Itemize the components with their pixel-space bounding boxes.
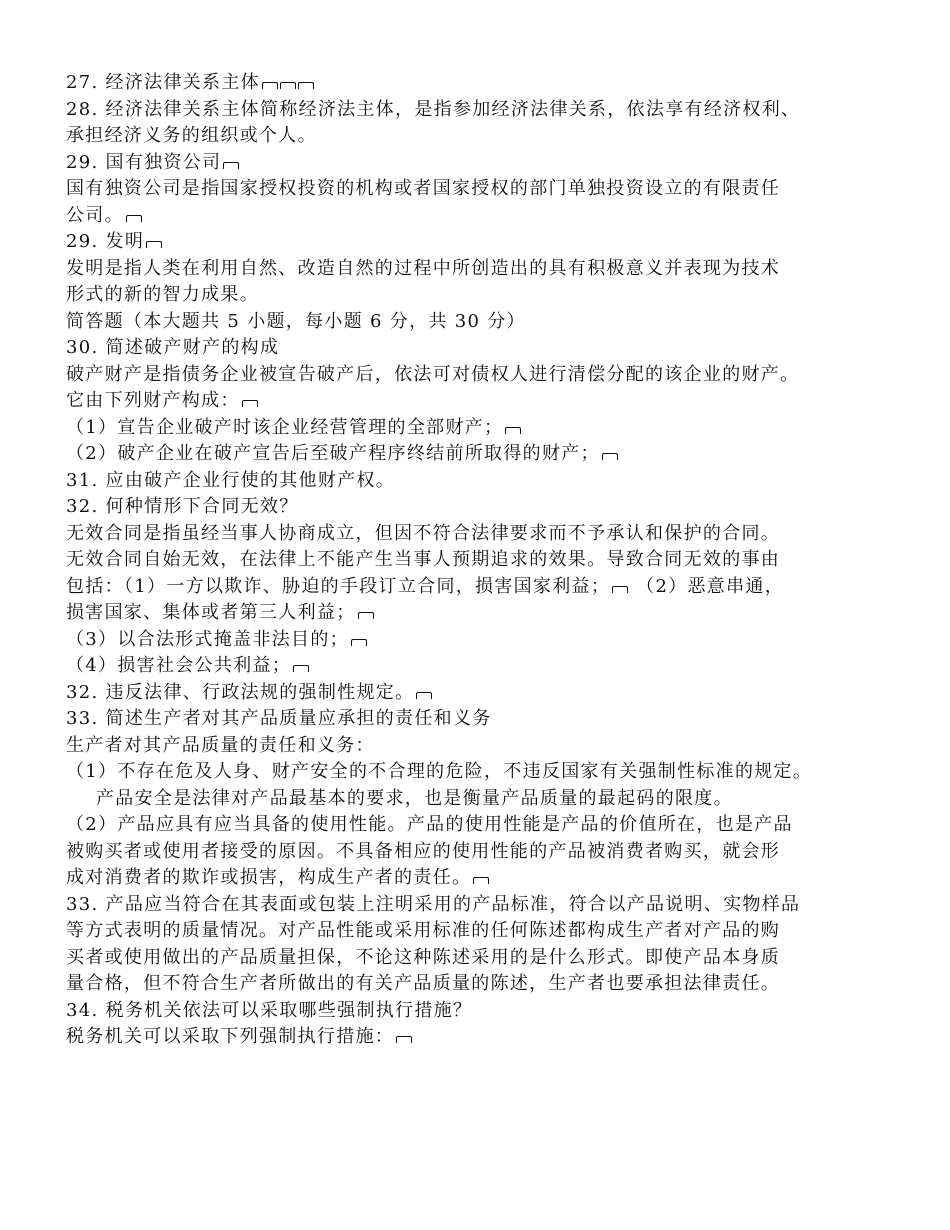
text-line bbox=[66, 945, 906, 972]
text-line bbox=[66, 282, 906, 309]
line-text: 30. 简述破产财产的构成 bbox=[66, 337, 280, 358]
line-text: 生产者对其产品质量的责任和义务： bbox=[66, 734, 375, 756]
text-line bbox=[66, 812, 906, 839]
line-text: 承担经济义务的组织或个人。 bbox=[66, 125, 317, 146]
paragraph-mark-icon bbox=[298, 82, 314, 89]
text-line bbox=[66, 70, 906, 97]
line-text: 损害国家、集体或者第三人利益； bbox=[66, 602, 356, 623]
text-line bbox=[66, 574, 906, 601]
text-line bbox=[66, 97, 906, 124]
line-text: （2）破产企业在破产宣告后至破产程序终结前所取得的财产； bbox=[66, 443, 600, 464]
line-text: 包括：（1）一方以欺诈、胁迫的手段订立合同，损害国家利益； bbox=[66, 575, 611, 597]
text-line bbox=[66, 1024, 906, 1051]
text-line bbox=[66, 680, 906, 707]
paragraph-mark-icon bbox=[351, 639, 367, 646]
paragraph-mark-icon bbox=[612, 586, 628, 593]
line-text: 无效合同是指虽经当事人协商成立，但因不符合法律要求而不予承认和保护的合同。 bbox=[66, 522, 781, 544]
text-line bbox=[66, 627, 906, 654]
text-line bbox=[66, 733, 906, 760]
line-text-tail: （2）恶意串通， bbox=[636, 575, 785, 597]
text-line bbox=[66, 759, 906, 786]
paragraph-mark-icon bbox=[416, 692, 432, 699]
paragraph-mark-icon bbox=[146, 241, 162, 248]
line-text: （1）不存在危及人身、财产安全的不合理的危险，不违反国家有关强制性标准的规定。 bbox=[66, 761, 813, 782]
paragraph-mark-icon bbox=[473, 877, 489, 884]
line-text: 形式的新的智力成果。 bbox=[66, 284, 259, 305]
line-text: 简答题（本大题共 5 小题，每小题 6 分，共 30 分） bbox=[66, 310, 526, 332]
text-line bbox=[66, 971, 906, 998]
text-line bbox=[66, 362, 906, 389]
line-text: 31. 应由破产企业行使的其他财产权。 bbox=[66, 469, 396, 491]
paragraph-mark-icon bbox=[223, 162, 239, 169]
text-line bbox=[66, 150, 906, 177]
paragraph-mark-icon bbox=[126, 215, 142, 222]
line-text: 28. 经济法律关系主体简称经济法主体，是指参加经济法律关系，依法享有经济权利、 bbox=[66, 98, 801, 120]
text-line bbox=[66, 415, 906, 442]
line-text: 发明是指人类在利用自然、改造自然的过程中所创造出的具有积极意义并表现为技术 bbox=[66, 257, 781, 279]
text-line bbox=[66, 123, 906, 150]
text-line bbox=[66, 839, 906, 866]
line-text: 买者或使用做出的产品质量担保，不论这种陈述采用的是什么形式。即使产品本身质 bbox=[66, 946, 781, 968]
paragraph-mark-icon bbox=[293, 665, 309, 672]
text-line bbox=[66, 521, 906, 548]
text-line bbox=[66, 335, 906, 362]
text-line bbox=[66, 441, 906, 468]
paragraph-mark-icon bbox=[242, 400, 258, 407]
paragraph-mark-icon bbox=[505, 427, 521, 434]
text-line bbox=[66, 998, 906, 1025]
text-line bbox=[66, 600, 906, 627]
text-line bbox=[66, 653, 906, 680]
line-text: 等方式表明的质量情况。对产品性能或采用标准的任何陈述都构成生产者对产品的购 bbox=[66, 920, 781, 941]
paragraph-mark-icon bbox=[602, 453, 618, 460]
text-line bbox=[66, 786, 906, 813]
line-text: 产品安全是法律对产品最基本的要求，也是衡量产品质量的最起码的限度。 bbox=[96, 787, 733, 809]
line-text: 33. 产品应当符合在其表面或包装上注明采用的产品标准，符合以产品说明、实物样品 bbox=[66, 893, 801, 915]
text-line bbox=[66, 468, 906, 495]
line-text: 32. 何种情形下合同无效？ bbox=[66, 496, 299, 517]
text-line bbox=[66, 229, 906, 256]
line-text: 33. 简述生产者对其产品质量应承担的责任和义务 bbox=[66, 708, 492, 729]
line-text: 税务机关可以采取下列强制执行措施： bbox=[66, 1026, 395, 1047]
paragraph-mark-icon bbox=[396, 1036, 412, 1043]
text-line bbox=[66, 203, 906, 230]
text-line bbox=[66, 547, 906, 574]
line-text: 无效合同自始无效，在法律上不能产生当事人预期追求的效果。导致合同无效的事由 bbox=[66, 549, 781, 570]
text-line bbox=[66, 256, 906, 283]
text-line bbox=[66, 706, 906, 733]
line-text: 27. 经济法律关系主体 bbox=[66, 72, 260, 93]
line-text: 破产财产是指债务企业被宣告破产后，依法可对债权人进行清偿分配的该企业的财产。 bbox=[66, 363, 800, 385]
paragraph-mark-icon bbox=[280, 82, 296, 89]
text-line bbox=[66, 388, 906, 415]
line-text: 国有独资公司是指国家授权投资的机构或者国家授权的部门单独投资设立的有限责任 bbox=[66, 178, 781, 199]
line-text: 34. 税务机关依法可以采取哪些强制执行措施？ bbox=[66, 999, 473, 1021]
line-text: 29. 发明 bbox=[66, 231, 145, 252]
paragraph-mark-icon bbox=[262, 82, 278, 89]
line-text: 被购买者或使用者接受的原因。不具备相应的使用性能的产品被消费者购买，就会形 bbox=[66, 840, 781, 862]
line-text: 公司。 bbox=[66, 204, 124, 226]
text-line bbox=[66, 918, 906, 945]
paragraph-mark-icon bbox=[358, 612, 374, 619]
line-text: （2）产品应具有应当具备的使用性能。产品的使用性能是产品的价值所在，也是产品 bbox=[66, 814, 793, 835]
text-line bbox=[66, 176, 906, 203]
text-line bbox=[66, 309, 906, 336]
line-text: 量合格，但不符合生产者所做出的有关产品质量的陈述，生产者也要承担法律责任。 bbox=[66, 973, 781, 994]
line-text: 29. 国有独资公司 bbox=[66, 151, 222, 173]
line-text: （4）损害社会公共利益； bbox=[66, 655, 292, 676]
line-text: 成对消费者的欺诈或损害，构成生产者的责任。 bbox=[66, 867, 472, 888]
text-line bbox=[66, 494, 906, 521]
line-text: （3）以合法形式掩盖非法目的； bbox=[66, 628, 349, 650]
line-text: 它由下列财产构成： bbox=[66, 390, 240, 411]
line-text: 32. 违反法律、行政法规的强制性规定。 bbox=[66, 681, 415, 703]
line-text: （1）宣告企业破产时该企业经营管理的全部财产； bbox=[66, 416, 504, 438]
text-line bbox=[66, 865, 906, 892]
text-line bbox=[66, 892, 906, 919]
document-page bbox=[66, 70, 906, 1051]
